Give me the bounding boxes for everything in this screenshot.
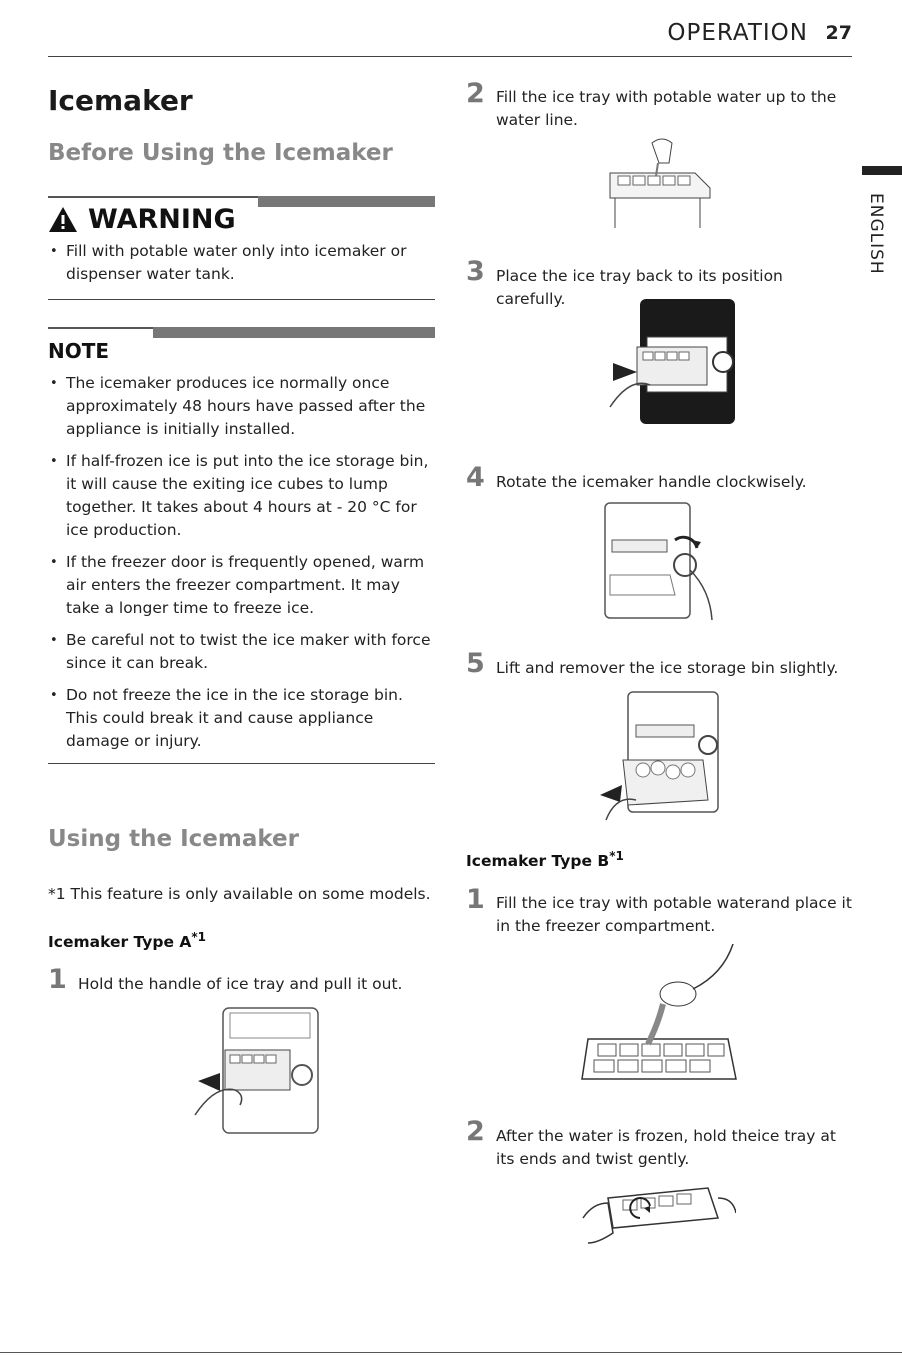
step-text: After the water is frozen, hold theice tray at its ends and twist gently. — [496, 1127, 836, 1168]
page-title: Icemaker — [48, 84, 193, 117]
type-a-heading: Icemaker Type $A^{*1}$ — [48, 930, 206, 952]
step-number: 3 — [466, 256, 485, 287]
step-text: Place the ice tray back to its position carefully. — [496, 267, 783, 308]
note-item: • Do not freeze the ice in the ice storage bin. This could break it and cause appliance damage or injury. — [50, 686, 403, 750]
side-tab-marker — [862, 166, 902, 175]
note-box-top-line — [48, 327, 153, 329]
side-tab-language: ENGLISH — [866, 193, 886, 275]
fill-tray-illustration — [600, 138, 715, 233]
page-number: 27 — [825, 22, 852, 44]
header-divider — [48, 56, 852, 57]
warning-box-top-bar — [258, 196, 435, 207]
step-number: 2 — [466, 1116, 485, 1147]
note-item: • If the freezer door is frequently opened, warm air enters the freezer compartment. It may take a longer time to freeze ice. — [50, 553, 425, 617]
rotate-handle-illustration — [600, 500, 715, 622]
step-text: Fill the ice tray with potable waterand place it in the freezer compartment. — [496, 894, 852, 935]
note-title: NOTE — [48, 339, 110, 363]
fill-tray-b-illustration — [578, 944, 740, 1089]
warning-title — [48, 204, 236, 235]
step-text: Fill the ice tray with potable water up to the water line. — [496, 88, 837, 129]
step-number: 2 — [466, 78, 485, 109]
step-text: Rotate the icemaker handle clockwisely. — [496, 473, 807, 491]
twist-tray-illustration — [578, 1178, 736, 1246]
step-number: 5 — [466, 648, 485, 679]
warning-box-top-line — [48, 196, 258, 198]
before-using-heading: Before Using the Icemaker — [48, 140, 393, 166]
note-box-bottom — [48, 763, 435, 764]
note-box-top-bar — [153, 327, 435, 338]
section-title: OPERATION — [667, 20, 808, 46]
place-tray-illustration — [605, 297, 737, 427]
lift-bin-illustration — [598, 690, 720, 825]
footnote: *1 This feature is only available on some models. — [48, 885, 431, 903]
type-b-heading: Icemaker Type $B^{*1}$ — [466, 849, 624, 871]
note-list — [48, 372, 435, 762]
warning-item: • Fill with potable water only into icemaker or dispenser water tank. — [50, 242, 407, 283]
step-number: 1 — [466, 884, 485, 915]
warning-triangle-icon — [48, 206, 78, 233]
pull-tray-illustration — [190, 1005, 325, 1137]
warning-box-bottom — [48, 299, 435, 300]
step-number: 1 — [48, 964, 67, 995]
note-item: • Be careful not to twist the ice maker with force since it can break. — [50, 631, 431, 672]
note-item: • The icemaker produces ice normally once approximately 48 hours have passed after the appliance is initially installed. — [50, 374, 426, 438]
footer-divider — [0, 1352, 902, 1353]
step-number: 4 — [466, 462, 485, 493]
warning-title-text: WARNING — [88, 204, 236, 235]
step-text: Hold the handle of ice tray and pull it out. — [78, 975, 403, 993]
using-heading: Using the Icemaker — [48, 826, 299, 852]
note-item: • If half-frozen ice is put into the ice storage bin, it will cause the exiting ice cubes to lump together. It takes about 4 hours at - 20 °C for ice production. — [50, 452, 429, 539]
warning-list — [48, 240, 433, 295]
step-text: Lift and remover the ice storage bin slightly. — [496, 659, 839, 677]
